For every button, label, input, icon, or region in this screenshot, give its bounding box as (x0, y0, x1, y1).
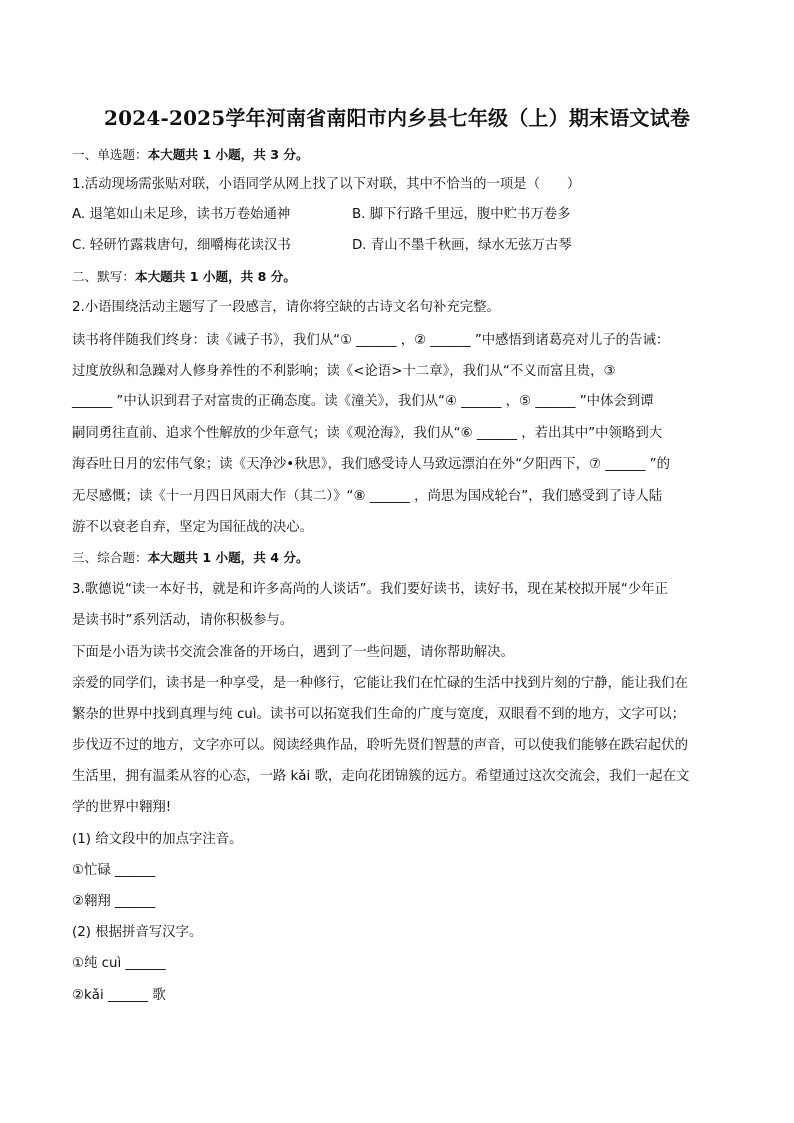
question-2-line: 游不以衰老自弃，坚定为国征战的决心。 (72, 520, 314, 535)
question-1-option-a: A. 退笔如山未足珍，读书万卷始通神 (72, 207, 291, 222)
question-3-line: 步伐迈不过的地方，文字亦可以。阅读经典作品，聆听先贤们智慧的声音，可以使我们能够在跌宕起伏的 (72, 738, 688, 753)
question-3-line: 学的世界中翱翔! (72, 800, 172, 815)
question-2-line: 2.小语围绕活动主题写了一段感言，请你将空缺的古诗文名句补充完整。 (72, 300, 500, 315)
page-title: 2024-2025学年河南省南阳市内乡县七年级（上）期末语文试卷 (103, 106, 691, 130)
question-3-subquestion: (1) 给文段中的加点字注音。 (72, 832, 243, 847)
question-3-line: 是读书时”系列活动，请你积极参与。 (72, 613, 294, 628)
question-1-stem: 1.活动现场需张贴对联，小语同学从网上找了以下对联，其中不恰当的一项是（ ） (72, 177, 581, 192)
question-2-line: 过度放纵和急躁对人修身养性的不利影响；读《<论语>十二章》，我们从“不义而富且贵，③ (72, 364, 616, 379)
question-1-option-b: B. 脚下行路千里远，腹中贮书万卷多 (352, 207, 571, 222)
question-3-blank: ②翱翔 ______ (72, 894, 156, 909)
question-3-line: 3.歌德说“读一本好书，就是和许多高尚的人谈话”。我们要好读书，读好书，现在某校拟开展“少年正 (72, 582, 668, 597)
question-1-option-d: D. 青山不墨千秋画，绿水无弦万古琴 (352, 238, 572, 253)
section-heading-single-choice (72, 145, 309, 165)
question-3-line: 亲爱的同学们，读书是一种享受，是一种修行，它能让我们在忙碌的生活中找到片刻的宁静，能让我们在 (72, 676, 688, 691)
section-heading-dictation (72, 267, 296, 287)
question-3-blank: ①忙碌 ______ (72, 863, 156, 878)
question-1-option-c: C. 轻研竹露栽唐句，细嚼梅花读汉书 (72, 238, 291, 253)
question-2-line: ______ ”中认识到君子对富贵的正确态度。读《潼关》，我们从“④ ______ ，⑤ ______ ”中体会到谭 (72, 394, 654, 409)
section-info: 本大题共 1 小题，共 3 分。 (147, 147, 309, 162)
question-3-blank: ①纯 cuì ______ (72, 956, 166, 971)
question-2-line: 嗣同勇往直前、追求个性解放的少年意气；读《观沧海》，我们从“⑥ ______ ，若出其中”中领略到大 (72, 426, 663, 441)
question-2-line: 读书将伴随我们终身：读《诫子书》，我们从“① ______ ，② ______ ”中感悟到诸葛亮对儿子的告诫： (72, 333, 670, 348)
section-prefix: 二、默写： (72, 269, 135, 284)
question-3-blank: ②kǎi ______ 歌 (72, 988, 166, 1003)
question-3-line: 繁杂的世界中找到真理与纯 cuì。读书可以拓宽我们生命的广度与宽度，双眼看不到的地方，文字可以； (72, 707, 686, 722)
section-info: 本大题共 1 小题，共 4 分。 (147, 550, 309, 565)
question-2-line: 无尽感慨；读《十一月四日风雨大作（其二）》“⑧ ______ ，尚思为国戍轮台”，我们感受到了诗人陆 (72, 489, 663, 504)
section-prefix: 一、单选题： (72, 147, 148, 162)
section-prefix: 三、综合题： (72, 550, 148, 565)
question-3-line: 生活里，拥有温柔从容的心态，一路 kǎi 歌，走向花团锦簇的远方。希望通过这次交流会，我们一起在文 (72, 769, 690, 784)
question-3-subquestion: (2) 根据拼音写汉字。 (72, 925, 203, 940)
section-info: 本大题共 1 小题，共 8 分。 (134, 269, 296, 284)
section-heading-comprehensive (72, 548, 309, 568)
question-2-line: 海吞吐日月的宏伟气象；读《天净沙•秋思》，我们感受诗人马致远漂泊在外“夕阳西下，⑦ ______ ”的 (72, 457, 670, 472)
question-3-line: 下面是小语为读书交流会准备的开场白，遇到了一些问题，请你帮助解决。 (72, 645, 514, 660)
